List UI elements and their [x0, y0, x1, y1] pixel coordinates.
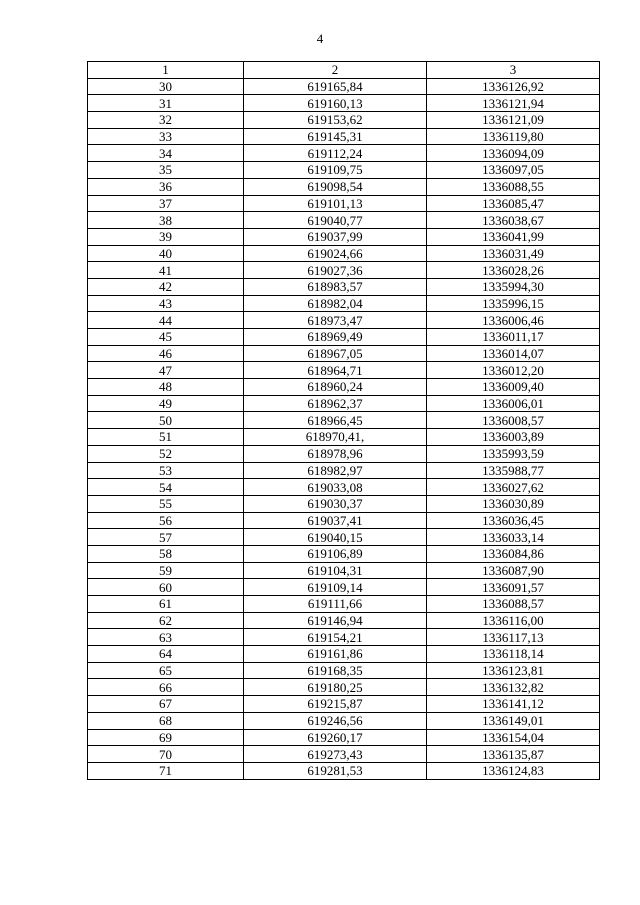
point-number-cell: 59	[88, 562, 244, 579]
column-header-2: 2	[244, 62, 427, 79]
table-row	[88, 579, 600, 596]
y-coordinate-cell: 1336038,67	[427, 212, 600, 229]
point-number-cell: 63	[88, 629, 244, 646]
x-coordinate-cell: 619040,15	[244, 529, 427, 546]
table-row	[88, 395, 600, 412]
x-coordinate-cell: 618960,24	[244, 379, 427, 396]
table-row	[88, 78, 600, 95]
x-coordinate-cell: 619098,54	[244, 178, 427, 195]
table-row	[88, 746, 600, 763]
y-coordinate-cell: 1336126,92	[427, 78, 600, 95]
table-row	[88, 596, 600, 613]
y-coordinate-cell: 1335993,59	[427, 445, 600, 462]
table-row	[88, 445, 600, 462]
point-number-cell: 43	[88, 295, 244, 312]
table-row	[88, 145, 600, 162]
y-coordinate-cell: 1336124,83	[427, 762, 600, 779]
point-number-cell: 58	[88, 545, 244, 562]
x-coordinate-cell: 619153,62	[244, 112, 427, 129]
table-row	[88, 462, 600, 479]
point-number-cell: 38	[88, 212, 244, 229]
x-coordinate-cell: 619154,21	[244, 629, 427, 646]
table-row	[88, 128, 600, 145]
y-coordinate-cell: 1336084,86	[427, 545, 600, 562]
y-coordinate-cell: 1336036,45	[427, 512, 600, 529]
point-number-cell: 61	[88, 596, 244, 613]
y-coordinate-cell: 1336041,99	[427, 228, 600, 245]
x-coordinate-cell: 619101,13	[244, 195, 427, 212]
table-body	[88, 78, 600, 779]
point-number-cell: 42	[88, 278, 244, 295]
point-number-cell: 64	[88, 646, 244, 663]
y-coordinate-cell: 1336116,00	[427, 612, 600, 629]
y-coordinate-cell: 1336118,14	[427, 646, 600, 663]
y-coordinate-cell: 1336033,14	[427, 529, 600, 546]
point-number-cell: 56	[88, 512, 244, 529]
table-row	[88, 195, 600, 212]
x-coordinate-cell: 618982,97	[244, 462, 427, 479]
x-coordinate-cell: 619260,17	[244, 729, 427, 746]
table-row	[88, 612, 600, 629]
point-number-cell: 47	[88, 362, 244, 379]
table-row	[88, 545, 600, 562]
y-coordinate-cell: 1336088,55	[427, 178, 600, 195]
x-coordinate-cell: 619030,37	[244, 495, 427, 512]
table-row	[88, 262, 600, 279]
point-number-cell: 62	[88, 612, 244, 629]
x-coordinate-cell: 618964,71	[244, 362, 427, 379]
x-coordinate-cell: 619161,86	[244, 646, 427, 663]
table-row	[88, 112, 600, 129]
column-header-1: 1	[88, 62, 244, 79]
point-number-cell: 36	[88, 178, 244, 195]
point-number-cell: 71	[88, 762, 244, 779]
table-row	[88, 362, 600, 379]
x-coordinate-cell: 619168,35	[244, 662, 427, 679]
y-coordinate-cell: 1336006,01	[427, 395, 600, 412]
point-number-cell: 41	[88, 262, 244, 279]
x-coordinate-cell: 619215,87	[244, 696, 427, 713]
y-coordinate-cell: 1336088,57	[427, 596, 600, 613]
y-coordinate-cell: 1336011,17	[427, 329, 600, 346]
point-number-cell: 37	[88, 195, 244, 212]
y-coordinate-cell: 1335994,30	[427, 278, 600, 295]
x-coordinate-cell: 619104,31	[244, 562, 427, 579]
table-row	[88, 495, 600, 512]
point-number-cell: 57	[88, 529, 244, 546]
x-coordinate-cell: 619109,75	[244, 162, 427, 179]
x-coordinate-cell: 618982,04	[244, 295, 427, 312]
table-row	[88, 696, 600, 713]
table-row	[88, 245, 600, 262]
x-coordinate-cell: 619037,41	[244, 512, 427, 529]
y-coordinate-cell: 1336003,89	[427, 429, 600, 446]
x-coordinate-cell: 619112,24	[244, 145, 427, 162]
x-coordinate-cell: 619037,99	[244, 228, 427, 245]
point-number-cell: 45	[88, 329, 244, 346]
table-row	[88, 429, 600, 446]
y-coordinate-cell: 1336132,82	[427, 679, 600, 696]
table-row	[88, 295, 600, 312]
y-coordinate-cell: 1336014,07	[427, 345, 600, 362]
x-coordinate-cell: 619111,66	[244, 596, 427, 613]
x-coordinate-cell: 618978,96	[244, 445, 427, 462]
x-coordinate-cell: 619180,25	[244, 679, 427, 696]
x-coordinate-cell: 618983,57	[244, 278, 427, 295]
table-row	[88, 629, 600, 646]
x-coordinate-cell: 618973,47	[244, 312, 427, 329]
table-row	[88, 662, 600, 679]
x-coordinate-cell: 619040,77	[244, 212, 427, 229]
y-coordinate-cell: 1336135,87	[427, 746, 600, 763]
point-number-cell: 53	[88, 462, 244, 479]
table-row	[88, 312, 600, 329]
x-coordinate-cell: 619246,56	[244, 712, 427, 729]
y-coordinate-cell: 1335988,77	[427, 462, 600, 479]
x-coordinate-cell: 619033,08	[244, 479, 427, 496]
point-number-cell: 32	[88, 112, 244, 129]
table-row	[88, 562, 600, 579]
y-coordinate-cell: 1336028,26	[427, 262, 600, 279]
table-row	[88, 729, 600, 746]
table-row	[88, 479, 600, 496]
x-coordinate-cell: 619145,31	[244, 128, 427, 145]
y-coordinate-cell: 1336031,49	[427, 245, 600, 262]
y-coordinate-cell: 1336121,94	[427, 95, 600, 112]
point-number-cell: 44	[88, 312, 244, 329]
point-number-cell: 66	[88, 679, 244, 696]
y-coordinate-cell: 1336119,80	[427, 128, 600, 145]
table-row	[88, 162, 600, 179]
table-row	[88, 379, 600, 396]
table-row	[88, 712, 600, 729]
x-coordinate-cell: 618966,45	[244, 412, 427, 429]
x-coordinate-cell: 619273,43	[244, 746, 427, 763]
point-number-cell: 30	[88, 78, 244, 95]
y-coordinate-cell: 1336030,89	[427, 495, 600, 512]
point-number-cell: 48	[88, 379, 244, 396]
y-coordinate-cell: 1336087,90	[427, 562, 600, 579]
point-number-cell: 35	[88, 162, 244, 179]
point-number-cell: 55	[88, 495, 244, 512]
y-coordinate-cell: 1336006,46	[427, 312, 600, 329]
point-number-cell: 34	[88, 145, 244, 162]
coordinates-table	[87, 61, 600, 780]
y-coordinate-cell: 1336091,57	[427, 579, 600, 596]
table-header-row	[88, 62, 600, 79]
table-row	[88, 412, 600, 429]
point-number-cell: 46	[88, 345, 244, 362]
table-row	[88, 329, 600, 346]
y-coordinate-cell: 1336027,62	[427, 479, 600, 496]
x-coordinate-cell: 619109,14	[244, 579, 427, 596]
point-number-cell: 52	[88, 445, 244, 462]
x-coordinate-cell: 619027,36	[244, 262, 427, 279]
column-header-3: 3	[427, 62, 600, 79]
y-coordinate-cell: 1336094,09	[427, 145, 600, 162]
point-number-cell: 69	[88, 729, 244, 746]
table-row	[88, 345, 600, 362]
y-coordinate-cell: 1336008,57	[427, 412, 600, 429]
table-row	[88, 212, 600, 229]
point-number-cell: 40	[88, 245, 244, 262]
table-row	[88, 512, 600, 529]
y-coordinate-cell: 1336117,13	[427, 629, 600, 646]
point-number-cell: 65	[88, 662, 244, 679]
x-coordinate-cell: 618969,49	[244, 329, 427, 346]
y-coordinate-cell: 1336009,40	[427, 379, 600, 396]
y-coordinate-cell: 1336154,04	[427, 729, 600, 746]
table-row	[88, 762, 600, 779]
page-number: 4	[316, 31, 324, 46]
point-number-cell: 51	[88, 429, 244, 446]
y-coordinate-cell: 1336097,05	[427, 162, 600, 179]
table-row	[88, 278, 600, 295]
table-row	[88, 679, 600, 696]
point-number-cell: 67	[88, 696, 244, 713]
y-coordinate-cell: 1336149,01	[427, 712, 600, 729]
x-coordinate-cell: 619281,53	[244, 762, 427, 779]
y-coordinate-cell: 1336141,12	[427, 696, 600, 713]
x-coordinate-cell: 619106,89	[244, 545, 427, 562]
y-coordinate-cell: 1335996,15	[427, 295, 600, 312]
point-number-cell: 39	[88, 228, 244, 245]
x-coordinate-cell: 619160,13	[244, 95, 427, 112]
point-number-cell: 68	[88, 712, 244, 729]
x-coordinate-cell: 618970,41,	[244, 429, 427, 446]
y-coordinate-cell: 1336012,20	[427, 362, 600, 379]
point-number-cell: 54	[88, 479, 244, 496]
x-coordinate-cell: 618962,37	[244, 395, 427, 412]
point-number-cell: 49	[88, 395, 244, 412]
x-coordinate-cell: 619146,94	[244, 612, 427, 629]
table-row	[88, 228, 600, 245]
table-row	[88, 529, 600, 546]
y-coordinate-cell: 1336121,09	[427, 112, 600, 129]
point-number-cell: 70	[88, 746, 244, 763]
point-number-cell: 60	[88, 579, 244, 596]
point-number-cell: 50	[88, 412, 244, 429]
table-row	[88, 178, 600, 195]
point-number-cell: 31	[88, 95, 244, 112]
y-coordinate-cell: 1336123,81	[427, 662, 600, 679]
y-coordinate-cell: 1336085,47	[427, 195, 600, 212]
table-row	[88, 95, 600, 112]
x-coordinate-cell: 619165,84	[244, 78, 427, 95]
table-row	[88, 646, 600, 663]
x-coordinate-cell: 618967,05	[244, 345, 427, 362]
x-coordinate-cell: 619024,66	[244, 245, 427, 262]
point-number-cell: 33	[88, 128, 244, 145]
